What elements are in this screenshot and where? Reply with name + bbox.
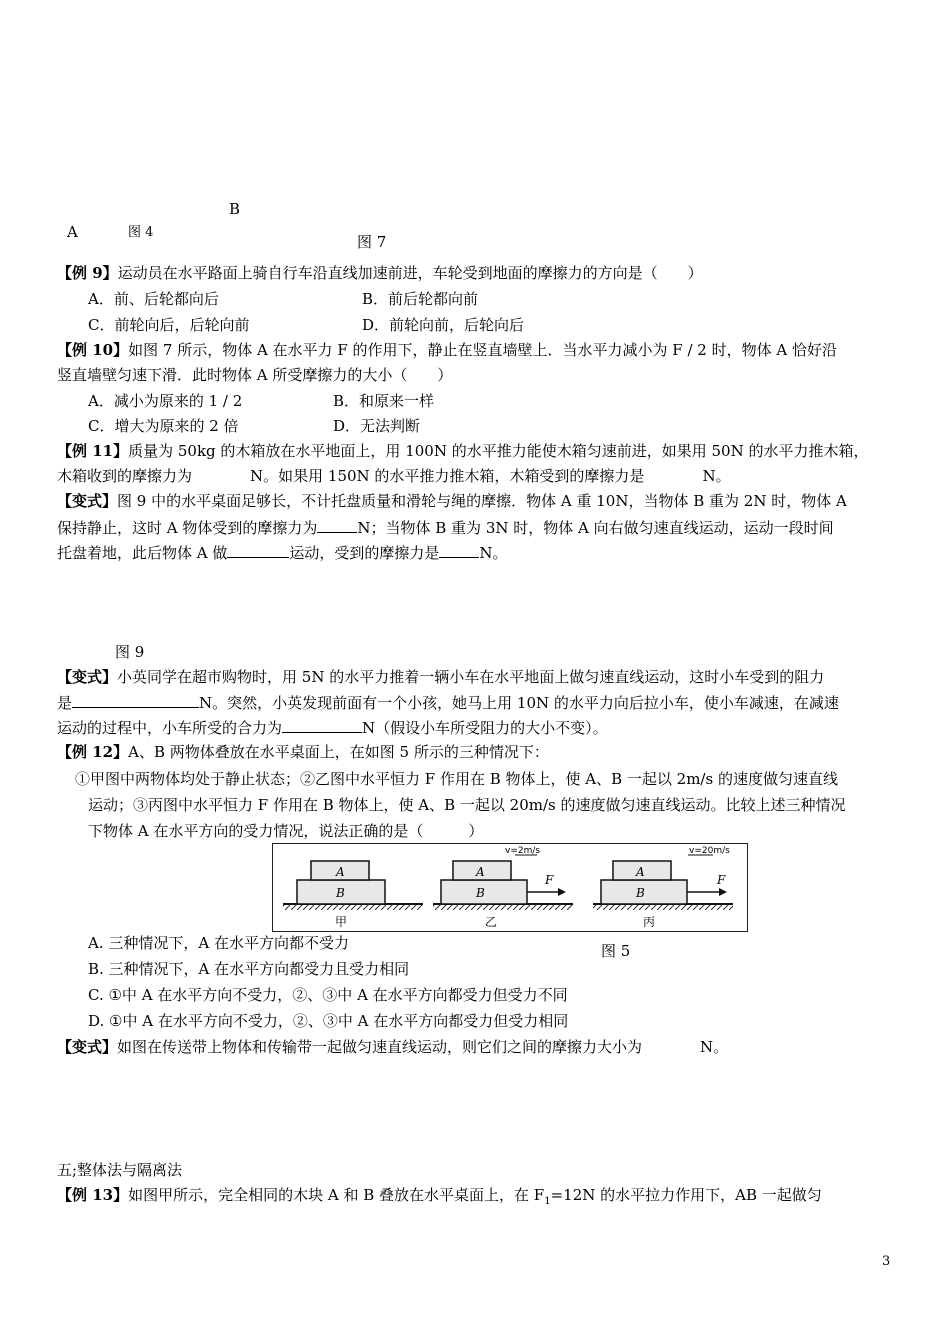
example-10-stem-line2: 竖直墙壁匀速下滑．此时物体 A 所受摩擦力的大小（ ） bbox=[57, 366, 453, 384]
example-13-subscript: 1 bbox=[544, 1196, 551, 1207]
variant-3-text-b: N。 bbox=[700, 1038, 729, 1056]
example-10-option-c: C．增大为原来的 2 倍 bbox=[88, 417, 239, 435]
block-a-label: A bbox=[336, 865, 345, 879]
example-9-stem bbox=[57, 262, 703, 284]
force-label: F bbox=[545, 873, 554, 887]
example-11-text-2c: N。 bbox=[702, 467, 731, 485]
variant-2-text-3a: 运动的过程中，小车所受的合力为 bbox=[57, 719, 283, 737]
variant-1-text-3b: 运动，受到的摩擦力是 bbox=[289, 544, 440, 562]
answer-blank[interactable] bbox=[227, 541, 289, 558]
variant-1-line2 bbox=[57, 516, 834, 539]
example-12-line1: ①甲图中两物体均处于静止状态；②乙图中水平恒力 F 作用在 B 物体上，使 A、B 一起以 2m/s 的速度做匀速直线 bbox=[75, 770, 838, 788]
variant-1-text-2a: 保持静止，这时 A 物体受到的摩擦力为 bbox=[57, 519, 318, 537]
example-11-text-2a: 木箱收到的摩擦力为 bbox=[57, 467, 193, 485]
example-13-line bbox=[57, 1184, 822, 1213]
variant-2-line1 bbox=[57, 666, 824, 688]
example-9-text: 运动员在水平路面上骑自行车沿直线加速前进，车轮受到地面的摩擦力的方向是（ ） bbox=[117, 264, 703, 282]
figure-label-b: B bbox=[229, 200, 241, 218]
caption-jia: 甲 bbox=[335, 915, 348, 929]
example-12-option-a: A. 三种情况下，A 在水平方向都不受力 bbox=[88, 934, 349, 952]
figure-4-caption: 图 4 bbox=[128, 225, 154, 240]
variant-2-text-2b: N。突然，小英发现前面有一个小孩，她马上用 10N 的水平力向后拉小车，使小车减速，在减速 bbox=[199, 694, 839, 712]
example-9-tag: 【例 9】 bbox=[57, 264, 118, 282]
example-10-stem-line1 bbox=[57, 339, 837, 361]
block-b-label: B bbox=[636, 886, 645, 900]
panel-yi bbox=[433, 846, 573, 929]
variant-2-line3 bbox=[57, 716, 608, 739]
caption-bing: 丙 bbox=[643, 915, 656, 929]
section-5-heading: 五;整体法与隔离法 bbox=[57, 1161, 183, 1179]
example-10-option-a: A．减小为原来的 1 / 2 bbox=[88, 392, 243, 410]
variant-2-tag: 【变式】 bbox=[57, 668, 118, 686]
example-10-text-1: 如图 7 所示，物体 A 在水平力 F 的作用下，静止在竖直墙壁上．当水平力减小为 F / 2 时，物体 A 恰好沿 bbox=[128, 341, 837, 359]
example-12-option-b: B. 三种情况下，A 在水平方向都受力且受力相同 bbox=[88, 960, 410, 978]
variant-1-line1 bbox=[57, 490, 847, 512]
example-9-option-a: A．前、后轮都向后 bbox=[88, 290, 219, 308]
answer-blank[interactable] bbox=[282, 716, 362, 733]
variant-3-tag: 【变式】 bbox=[57, 1038, 118, 1056]
variant-1-text-3c: N。 bbox=[479, 544, 508, 562]
block-a-label: A bbox=[636, 865, 645, 879]
example-11-text-1: 质量为 50kg 的木箱放在水平地面上，用 100N 的水平推力能使木箱匀速前进，如果用 50N 的水平力推木箱， bbox=[128, 442, 869, 460]
example-12-tag: 【例 12】 bbox=[57, 743, 129, 761]
variant-1-tag: 【变式】 bbox=[57, 492, 118, 510]
example-9-option-d: D．前轮向前，后轮向后 bbox=[362, 316, 525, 334]
variant-1-text-2b: N；当物体 B 重为 3N 时，物体 A 向右做匀速直线运动，运动一段时间 bbox=[357, 519, 834, 537]
velocity-label-2: v=2m/s bbox=[505, 846, 541, 856]
variant-2-text-3b: N（假设小车所受阻力的大小不变）。 bbox=[362, 719, 608, 737]
example-12-line2: 运动；③丙图中水平恒力 F 作用在 B 物体上，使 A、B 一起以 20m/s 的速度做匀速直线运动。比较上述三种情况 bbox=[88, 796, 846, 814]
answer-blank[interactable] bbox=[317, 516, 357, 533]
panel-bing bbox=[593, 846, 733, 929]
block-a-label: A bbox=[476, 865, 485, 879]
example-9-option-b: B．前后轮都向前 bbox=[362, 290, 479, 308]
example-12-line3: 下物体 A 在水平方向的受力情况，说法正确的是（ ） bbox=[88, 822, 484, 840]
answer-blank[interactable] bbox=[72, 691, 199, 708]
variant-3-text-a: 如图在传送带上物体和传输带一起做匀速直线运动，则它们之间的摩擦力大小为 bbox=[117, 1038, 643, 1056]
variant-1-text-1: 图 9 中的水平桌面足够长，不计托盘质量和滑轮与绳的摩擦．物体 A 重 10N，当物体 B 重为 2N 时，物体 A bbox=[117, 492, 847, 510]
example-12-option-d: D. ①中 A 在水平方向不受力，②、③中 A 在水平方向都受力但受力相同 bbox=[88, 1012, 569, 1030]
variant-2-text-2a: 是 bbox=[57, 694, 73, 712]
example-11-text-2b: N。如果用 150N 的水平推力推木箱，木箱受到的摩擦力是 bbox=[250, 467, 645, 485]
variant-1-line3 bbox=[57, 541, 508, 564]
example-10-option-b: B．和原来一样 bbox=[333, 392, 435, 410]
figure-9-caption: 图 9 bbox=[115, 643, 145, 661]
example-13-text-b: =12N 的水平拉力作用下，AB 一起做匀 bbox=[550, 1186, 822, 1204]
block-b-label: B bbox=[336, 886, 345, 900]
caption-yi: 乙 bbox=[485, 915, 498, 929]
example-12-text: A、B 两物体叠放在水平桌面上，在如图 5 所示的三种情况下： bbox=[128, 743, 549, 761]
variant-2-line2 bbox=[57, 691, 839, 714]
figure-5 bbox=[272, 843, 748, 932]
figure-5-drawing bbox=[273, 844, 747, 931]
figure-5-caption: 图 5 bbox=[601, 942, 631, 960]
variant-1-text-3a: 托盘着地，此后物体 A 做 bbox=[57, 544, 228, 562]
example-11-tag: 【例 11】 bbox=[57, 442, 129, 460]
example-11-line1 bbox=[57, 440, 868, 462]
example-11-line2 bbox=[57, 465, 731, 487]
block-b-label: B bbox=[476, 886, 485, 900]
example-12-stem bbox=[57, 741, 549, 763]
example-13-text-a: 如图甲所示，完全相同的木块 A 和 B 叠放在水平桌面上，在 F bbox=[128, 1186, 545, 1204]
page-number: 3 bbox=[882, 1254, 891, 1269]
example-9-option-c: C．前轮向后，后轮向前 bbox=[88, 316, 250, 334]
example-10-option-d: D．无法判断 bbox=[333, 417, 421, 435]
answer-blank[interactable] bbox=[439, 541, 479, 558]
example-13-tag: 【例 13】 bbox=[57, 1186, 129, 1204]
variant-2-text-1: 小英同学在超市购物时，用 5N 的水平力推着一辆小车在水平地面上做匀速直线运动，这时小车受到的阻力 bbox=[117, 668, 825, 686]
force-label: F bbox=[717, 873, 726, 887]
figure-label-a: A bbox=[67, 223, 78, 241]
panel-jia bbox=[283, 861, 423, 929]
example-12-option-c: C. ①中 A 在水平方向不受力，②、③中 A 在水平方向都受力但受力不同 bbox=[88, 986, 568, 1004]
figure-7-caption: 图 7 bbox=[357, 233, 387, 251]
velocity-label-20: v=20m/s bbox=[689, 846, 730, 856]
variant-3-line bbox=[57, 1036, 728, 1058]
example-10-tag: 【例 10】 bbox=[57, 341, 129, 359]
